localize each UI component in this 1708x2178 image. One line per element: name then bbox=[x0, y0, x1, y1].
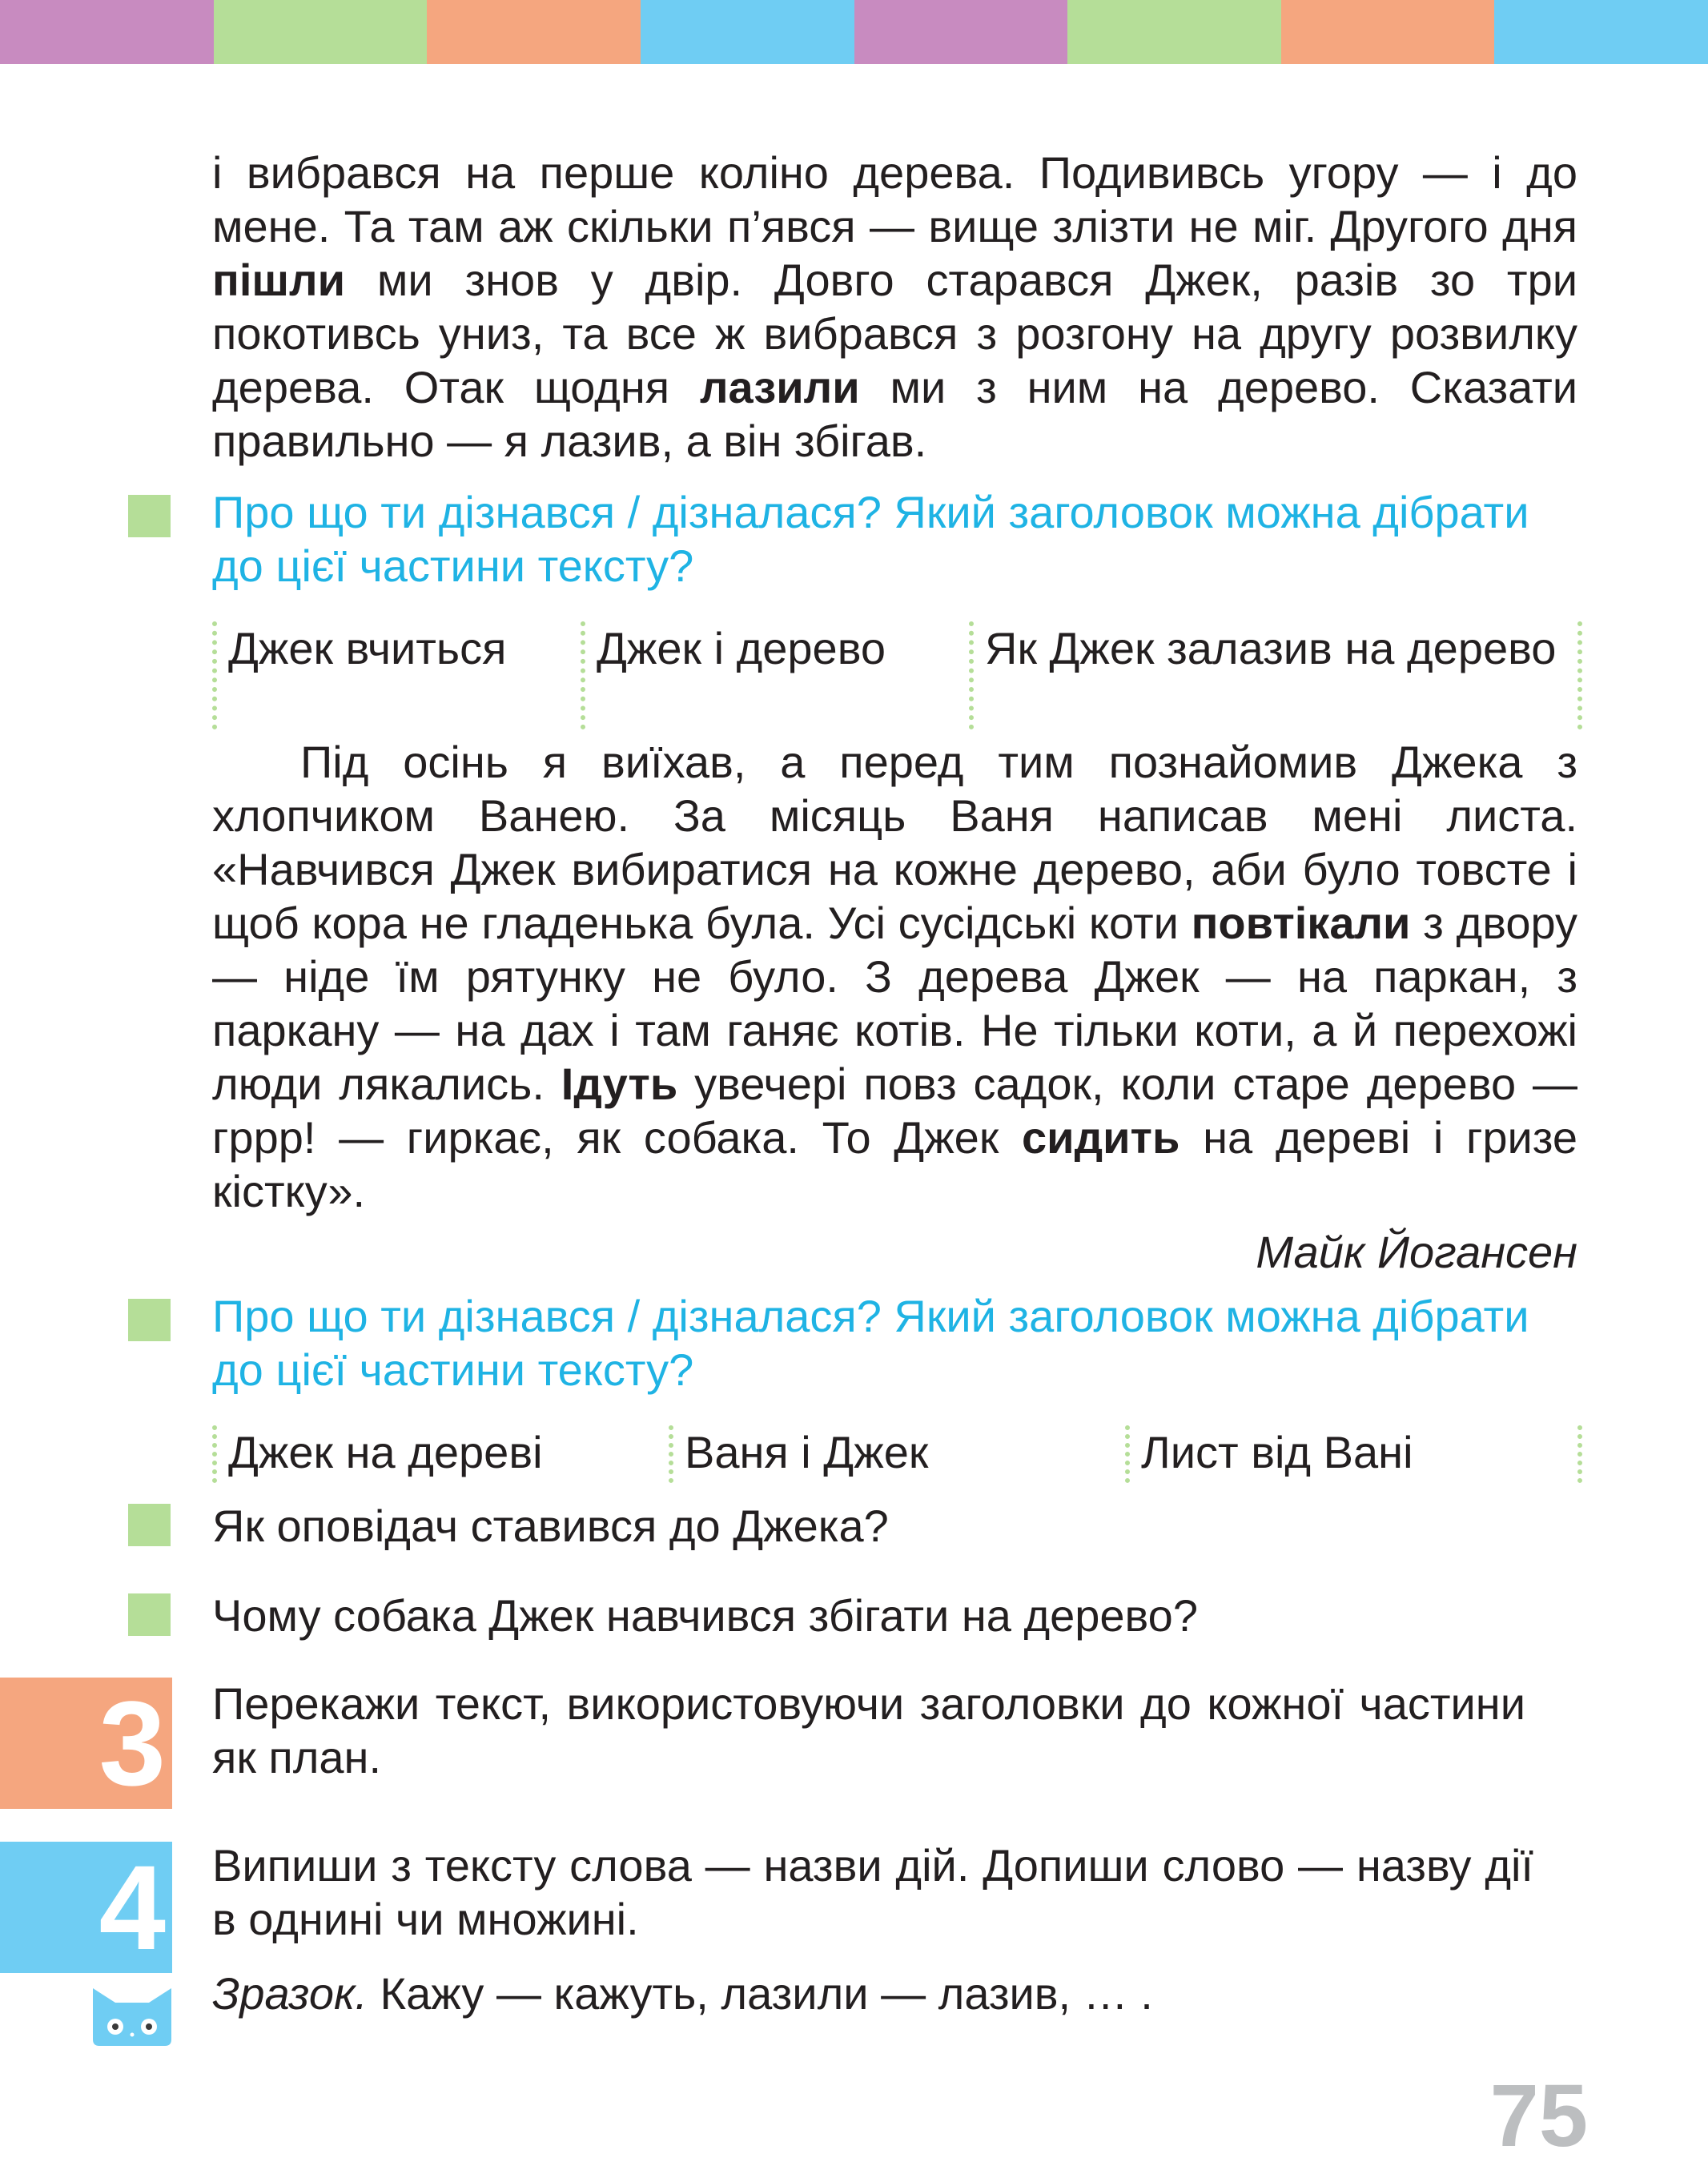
question-marker bbox=[128, 1593, 171, 1636]
title-options-2 bbox=[212, 1425, 1583, 1483]
cat-face-icon bbox=[88, 1982, 176, 2046]
verb-highlight: повтікали bbox=[1191, 898, 1411, 948]
task-number: 3 bbox=[98, 1676, 166, 1810]
text: на дереві і гризе кістку». bbox=[212, 1112, 1577, 1216]
text: Під осінь я виїхав, а перед тим познайомив Джека з хлопчиком Ванею. За місяць Ваня написав мені листа. «Навчився Джек вибиратися на кожне дерево, аби було товсте і щоб кора не гладенька була. Усі сусідські коти bbox=[212, 737, 1577, 948]
question-text: Про що ти дізнався / дізналася? Який заголовок можна дібрати до цієї частини тексту? bbox=[212, 1291, 1529, 1395]
task-number: 4 bbox=[98, 1840, 166, 1975]
story-paragraph-2 bbox=[212, 735, 1577, 1218]
verb-highlight: Ідуть bbox=[561, 1059, 678, 1109]
verb-highlight: сидить bbox=[1022, 1112, 1180, 1163]
stripe-segment bbox=[427, 0, 641, 64]
author-name: Майк Йогансен bbox=[1256, 1227, 1577, 1277]
question-marker bbox=[128, 1504, 171, 1546]
question-text: Чому собака Джек навчився збігати на дерево? bbox=[212, 1590, 1198, 1641]
title-option[interactable]: Джек вчиться bbox=[212, 621, 581, 729]
title-option[interactable]: Ваня і Джек bbox=[669, 1425, 1125, 1483]
verb-highlight: пішли bbox=[212, 255, 346, 305]
text: ми з ним на дерево. Сказати правильно — я лазив, а він збігав. bbox=[212, 362, 1577, 466]
stripe-segment bbox=[0, 0, 214, 64]
example-line bbox=[212, 1967, 1577, 2020]
text: з двору — ніде їм рятунку не було. З дерева Джек — на паркан, з паркану — на дах і там ганяє котів. Не тільки коти, а й перехожі люди лякались. bbox=[212, 898, 1578, 1109]
question-4 bbox=[212, 1589, 1577, 1642]
stripe-segment bbox=[1067, 0, 1281, 64]
task-4 bbox=[212, 1838, 1533, 1946]
example-text: Кажу — кажуть, лазили — лазив, … . bbox=[367, 1968, 1153, 2019]
stripe-segment bbox=[641, 0, 854, 64]
title-option[interactable]: Як Джек залазив на дерево bbox=[969, 621, 1577, 729]
example-label: Зразок. bbox=[212, 1968, 368, 2019]
question-text: Як оповідач ставився до Джека? bbox=[212, 1501, 889, 1551]
task-text: Випиши з тексту слова — назви дій. Допиши слово — назву дії в однині чи множині. bbox=[212, 1840, 1533, 1944]
question-marker bbox=[128, 1299, 171, 1341]
verb-highlight: лазили bbox=[699, 362, 860, 412]
stripe-segment bbox=[214, 0, 428, 64]
question-marker bbox=[128, 495, 171, 537]
task-number-tab-3 bbox=[0, 1678, 172, 1809]
task-3 bbox=[212, 1677, 1525, 1784]
stripe-segment bbox=[1281, 0, 1495, 64]
options-end-divider bbox=[1577, 1425, 1582, 1483]
stripe-segment bbox=[854, 0, 1068, 64]
stripe-segment bbox=[1494, 0, 1708, 64]
title-option[interactable]: Джек і дерево bbox=[581, 621, 969, 729]
title-options-1 bbox=[212, 621, 1583, 729]
question-text: Про що ти дізнався / дізналася? Який заголовок можна дібрати до цієї частини тексту? bbox=[212, 487, 1529, 591]
text: ми знов у двір. Довго старався Джек, разів зо три покотивсь униз, та все ж вибрався з розгону на другу розвилку дерева. Отак щодня bbox=[212, 255, 1577, 412]
question-3 bbox=[212, 1499, 1577, 1553]
top-color-stripe bbox=[0, 0, 1708, 64]
page-number: 75 bbox=[1489, 2067, 1588, 2165]
text: увечері повз садок, коли старе дерево — гррр! — гиркає, як собака. То Джек bbox=[212, 1059, 1577, 1163]
text: і вибрався на перше коліно дерева. Подививсь угору — і до мене. Та там аж скільки п’явся — вище злізти не міг. Другого дня bbox=[212, 147, 1577, 251]
title-option[interactable]: Лист від Вані bbox=[1125, 1425, 1577, 1483]
story-paragraph-1 bbox=[212, 146, 1577, 468]
task-number-tab-4 bbox=[0, 1842, 172, 1973]
task-text: Перекажи текст, використовуючи заголовки до кожної частини як план. bbox=[212, 1678, 1525, 1782]
options-end-divider bbox=[1577, 621, 1582, 729]
title-option[interactable]: Джек на дереві bbox=[212, 1425, 669, 1483]
question-2 bbox=[212, 1289, 1577, 1396]
question-1 bbox=[212, 485, 1577, 593]
